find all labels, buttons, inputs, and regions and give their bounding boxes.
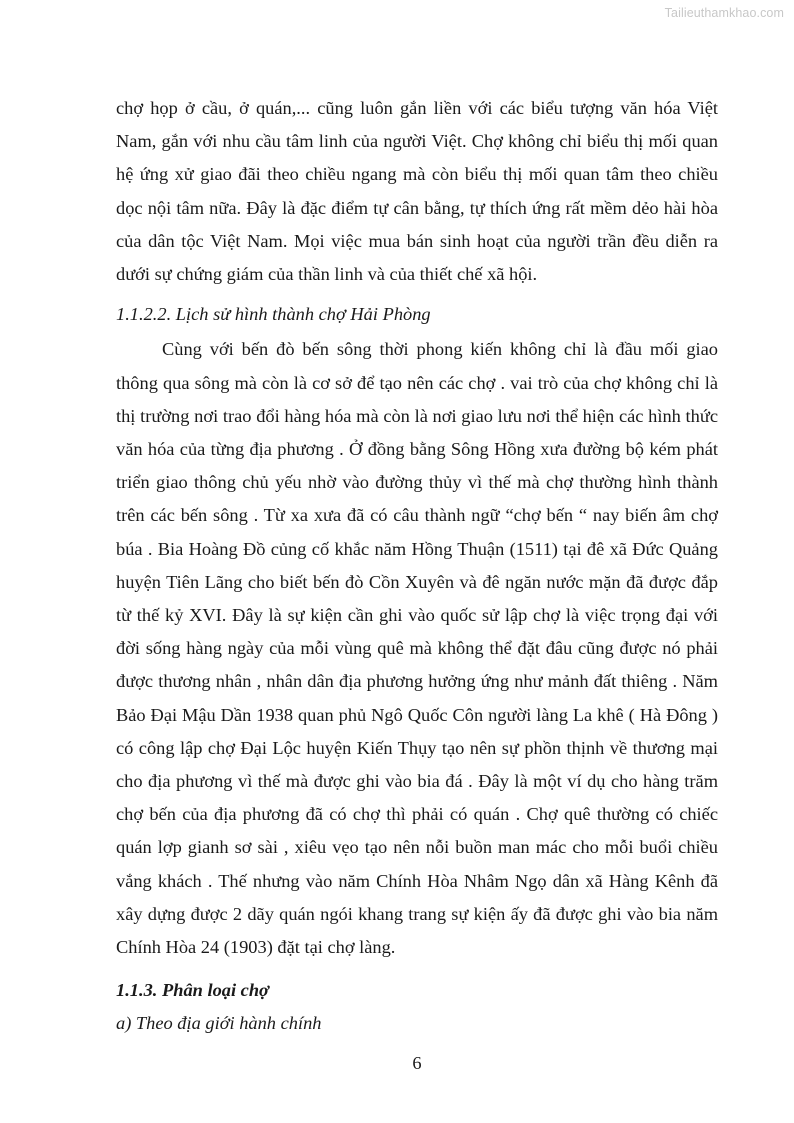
paragraph-history: Cùng với bến đò bến sông thời phong kiến không chỉ là đầu mối giao thông qua sông mà còn là cơ sở để tạo nên các chợ . vai trò của chợ không chỉ là thị trường nơi trao đổi hàng hóa mà còn là nơi giao lưu nơi thể hiện các hình thức văn hóa của từng địa phương . Ở đồng bằng Sông Hồng xưa đường bộ kém phát triển giao thông chủ yếu nhờ vào đường thủy vì thế mà chợ thường hình thành trên các bến sông . Từ xa xưa đã có câu thành ngữ “chợ bến “ nay biến âm chợ búa . Bia Hoàng Đồ củng cố khắc năm Hồng Thuận (1511) tại đê xã Đức Quảng huyện Tiên Lãng cho biết bến đò Cồn Xuyên và đê ngăn nước mặn đã được đắp từ thế kỷ XVI. Đây là sự kiện cần ghi vào quốc sử lập chợ là việc trọng đại với đời sống hàng ngày của mỗi vùng quê mà không thể đặt đâu cũng được nó phải được thương nhân , nhân dân địa phương hưởng ứng như mảnh đất thiêng . Năm Bảo Đại Mậu Dần 1938 quan phủ Ngô Quốc Côn người làng La khê ( Hà Đông ) có công lập chợ Đại Lộc huyện Kiến Thụy tạo nên sự phồn thịnh về thương mại cho địa phương vì thế mà được ghi vào bia đá . Đây là một ví dụ cho hàng trăm chợ bến của địa phương đã có chợ thì phải có quán . Chợ quê thường có chiếc quán lợp gianh sơ sài , xiêu vẹo tạo nên nỗi buồn man mác cho mỗi buổi chiều vắng khách . Thế nhưng vào năm Chính Hòa Nhâm Ngọ dân xã Hàng Kênh đã xây dựng được 2 dãy quán ngói khang trang sự kiện ấy đã được ghi vào bia năm Chính Hòa 24 (1903) đặt tại chợ làng. xyxy=(116,339,718,958)
subheading-administrative: a) Theo địa giới hành chính xyxy=(116,1013,322,1034)
page-content xyxy=(116,92,718,1041)
watermark: Tailieuthamkhao.com xyxy=(664,6,784,20)
page-number: 6 xyxy=(412,1053,422,1073)
section-heading-classification: 1.1.3. Phân loại chợ xyxy=(116,980,269,1001)
subheading-history: 1.1.2.2. Lịch sử hình thành chợ Hải Phòng xyxy=(116,304,431,325)
paragraph-intro: chợ họp ở cầu, ở quán,... cũng luôn gắn liền với các biểu tượng văn hóa Việt Nam, gắn với nhu cầu tâm linh của người Việt. Chợ không chỉ biểu thị mối quan hệ ứng xử giao đãi theo chiều ngang mà còn biểu thị mối quan tâm theo chiều dọc nội tâm nữa. Đây là đặc điểm tự cân bằng, tự thích ứng rất mềm dẻo hài hòa của dân tộc Việt Nam. Mọi việc mua bán sinh hoạt của người trần đều diễn ra dưới sự chứng giám của thần linh và của thiết chế xã hội. xyxy=(116,98,718,285)
